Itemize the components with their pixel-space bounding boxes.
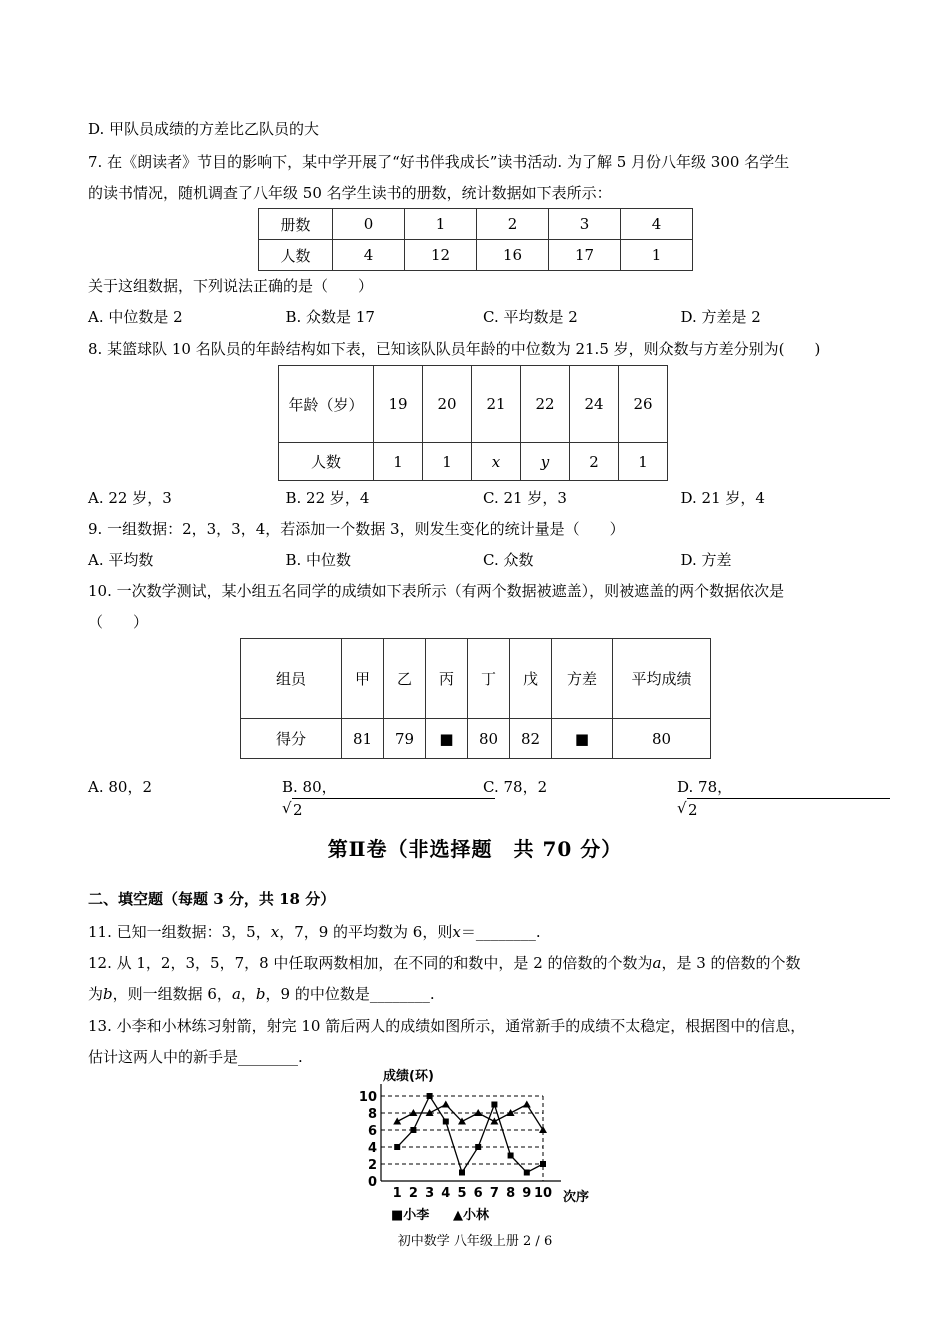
q8-cell: 2	[570, 443, 619, 481]
q7-option-b: B. 众数是 17	[285, 308, 375, 326]
q10-option-a: A. 80，2	[88, 778, 152, 796]
page-footer: 初中数学 八年级上册 2 / 6	[397, 1234, 553, 1249]
q10-cell: 乙	[384, 639, 426, 719]
q8-table	[278, 365, 668, 481]
q12-line2: 为b，则一组数据 6，a，b，9 的中位数是________.	[88, 985, 435, 1003]
q10-cell: 80	[613, 719, 711, 759]
x-tick-label: 3	[425, 1186, 435, 1201]
q8-option-a: A. 22 岁，3	[88, 489, 172, 507]
x-tick-label: 8	[506, 1186, 516, 1201]
data-point-square	[459, 1170, 465, 1176]
q10-line1: 10. 一次数学测试，某小组五名同学的成绩如下表所示（有两个数据被遮盖），则被遮盖的两个数据依次是	[88, 582, 785, 600]
q10-option-c: C. 78，2	[483, 778, 548, 796]
q10-cell: 组员	[241, 639, 342, 719]
q8-cell: 19	[374, 366, 423, 443]
q7-option-a: A. 中位数是 2	[88, 308, 183, 326]
q8-option-d: D. 21 岁，4	[680, 489, 765, 507]
x-tick-label: 10	[533, 1186, 553, 1201]
q7-options	[88, 306, 878, 328]
q7-line1: 7. 在《朗读者》节目的影响下，某中学开展了“好书伴我成长”读书活动. 为了解 5 月份八年级 300 名学生	[88, 153, 790, 171]
data-point-square	[410, 1127, 416, 1133]
q10-cell: ■	[426, 719, 468, 759]
y-tick-label: 6	[367, 1124, 377, 1139]
q7-stem: 关于这组数据，下列说法正确的是（ ）	[88, 277, 374, 295]
section-2-title: 第Ⅱ卷（非选择题 共 70 分）	[327, 837, 623, 861]
legend-item: ▲小林	[453, 1208, 489, 1223]
q10-option-b: B. 80，√ 2	[282, 776, 483, 821]
q10-cell: 方差	[552, 639, 613, 719]
q9-option-d: D. 方差	[680, 551, 732, 569]
q9-options	[88, 549, 878, 571]
data-point-triangle	[523, 1101, 531, 1108]
q8-cell: 年龄（岁）	[279, 366, 374, 443]
q10-cell: 82	[510, 719, 552, 759]
q10-cell: 甲	[342, 639, 384, 719]
x-tick-label: 6	[473, 1186, 483, 1201]
q7-cell: 4	[333, 240, 405, 271]
q8-cell: 20	[423, 366, 472, 443]
x-tick-label: 5	[457, 1186, 467, 1201]
sqrt-expression: √ 2	[677, 798, 890, 821]
q10-cell: 81	[342, 719, 384, 759]
data-point-triangle	[442, 1101, 450, 1108]
q10-table	[240, 638, 711, 759]
y-tick-label: 4	[367, 1141, 377, 1156]
q10-cell: 丙	[426, 639, 468, 719]
q8-cell: y	[521, 443, 570, 481]
q9-option-b: B. 中位数	[285, 551, 352, 569]
x-tick-label: 4	[441, 1186, 451, 1201]
q8-cell: 24	[570, 366, 619, 443]
q10-cell: 丁	[468, 639, 510, 719]
q10-cell: 79	[384, 719, 426, 759]
q10-option-d: D. 78，√ 2	[677, 776, 878, 821]
x-axis-label: 次序	[563, 1190, 590, 1205]
q8-line1: 8. 某篮球队 10 名队员的年龄结构如下表，已知该队队员年龄的中位数为 21.5 岁，则众数与方差分别为( )	[88, 340, 821, 358]
data-point-square	[394, 1144, 400, 1150]
q9-line1: 9. 一组数据：2，3，3，4，若添加一个数据 3，则发生变化的统计量是（ ）	[88, 520, 625, 538]
q7-option-d: D. 方差是 2	[680, 308, 761, 326]
q7-line2: 的读书情况，随机调查了八年级 50 名学生读书的册数，统计数据如下表所示：	[88, 184, 612, 202]
q7-cell: 2	[477, 209, 549, 240]
q10-options	[88, 776, 878, 821]
q7-cell: 0	[333, 209, 405, 240]
q8-cell: 26	[619, 366, 668, 443]
q8-options	[88, 487, 878, 509]
data-point-square	[475, 1144, 481, 1150]
x-tick-label: 1	[392, 1186, 402, 1201]
part-2-title: 二、填空题（每题 3 分，共 18 分）	[88, 890, 336, 908]
score-line-chart	[355, 1068, 595, 1226]
q10-cell: 得分	[241, 719, 342, 759]
y-tick-label: 8	[367, 1107, 377, 1122]
q7-cell: 册数	[259, 209, 333, 240]
data-point-triangle	[393, 1118, 401, 1125]
q7-option-c: C. 平均数是 2	[483, 308, 578, 326]
q10-cell: 戊	[510, 639, 552, 719]
sqrt-expression: √ 2	[282, 798, 495, 821]
q6-option-d: D. 甲队员成绩的方差比乙队员的大	[88, 120, 320, 138]
q13-line1: 13. 小李和小林练习射箭，射完 10 箭后两人的成绩如图所示，通常新手的成绩不太稳定，根据图中的信息，	[88, 1017, 806, 1035]
y-tick-label: 2	[367, 1158, 377, 1173]
q7-cell: 16	[477, 240, 549, 271]
q10-cell: 平均成绩	[613, 639, 711, 719]
y-tick-label: 10	[358, 1090, 377, 1105]
data-point-square	[540, 1161, 546, 1167]
data-point-square	[524, 1170, 530, 1176]
data-point-triangle	[490, 1118, 498, 1125]
legend-item: ■小李	[391, 1208, 430, 1223]
y-axis-label: 成绩(环)	[383, 1069, 434, 1084]
q8-cell: 21	[472, 366, 521, 443]
q7-cell: 1	[405, 209, 477, 240]
q13-line2: 估计这两人中的新手是________.	[88, 1048, 303, 1066]
q9-option-a: A. 平均数	[88, 551, 154, 569]
q7-cell: 17	[549, 240, 621, 271]
data-point-square	[443, 1119, 449, 1125]
data-point-square	[508, 1153, 514, 1159]
data-point-triangle	[539, 1126, 547, 1133]
q10-cell: ■	[552, 719, 613, 759]
q8-option-b: B. 22 岁，4	[285, 489, 370, 507]
q8-cell: 1	[619, 443, 668, 481]
q7-cell: 1	[621, 240, 693, 271]
q8-cell: 22	[521, 366, 570, 443]
q7-cell: 12	[405, 240, 477, 271]
x-tick-label: 9	[522, 1186, 532, 1201]
q8-option-c: C. 21 岁，3	[483, 489, 567, 507]
q11-line: 11. 已知一组数据：3，5，x，7，9 的平均数为 6，则x＝________.	[88, 923, 541, 941]
q10-cell: 80	[468, 719, 510, 759]
q7-cell: 人数	[259, 240, 333, 271]
q8-cell: 1	[423, 443, 472, 481]
q7-cell: 4	[621, 209, 693, 240]
q8-cell: 1	[374, 443, 423, 481]
q8-cell: x	[472, 443, 521, 481]
q12-line1: 12. 从 1，2，3，5，7，8 中任取两数相加，在不同的和数中，是 2 的倍数的个数为a，是 3 的倍数的个数	[88, 954, 801, 972]
y-tick-label: 0	[367, 1175, 377, 1190]
q10-line2: （ ）	[88, 613, 149, 631]
q7-cell: 3	[549, 209, 621, 240]
x-tick-label: 2	[408, 1186, 418, 1201]
q9-option-c: C. 众数	[483, 551, 534, 569]
q8-cell: 人数	[279, 443, 374, 481]
q7-table	[258, 208, 693, 271]
data-point-square	[491, 1102, 497, 1108]
x-tick-label: 7	[489, 1186, 499, 1201]
data-point-square	[427, 1093, 433, 1099]
